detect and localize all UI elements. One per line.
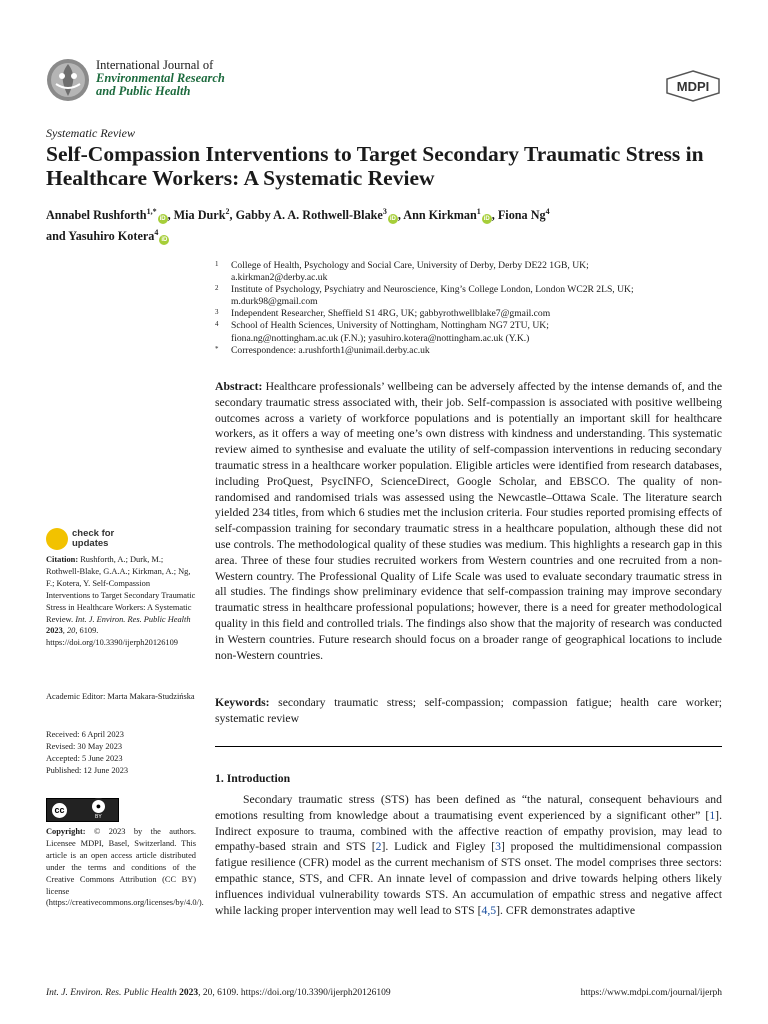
citation-link[interactable]: 1: [709, 808, 716, 822]
correspondence-email[interactable]: Correspondence: a.rushforth1@unimail.derby.ac.uk: [231, 344, 430, 356]
affiliation-text: College of Health, Psychology and Social Care, University of Derby, Derby DE22 1GB, UK;: [231, 260, 589, 271]
orcid-icon[interactable]: iD: [161, 237, 168, 244]
citation-volume: 20: [66, 626, 76, 636]
affiliation-number: 2: [215, 284, 219, 293]
keywords-text: secondary traumatic stress; self-compassion; compassion fatigue; health care worker; systematic review: [215, 696, 722, 725]
affiliation-email[interactable]: fiona.ng@nottingham.ac.uk (F.N.); yasuhiro.kotera@nottingham.ac.uk (Y.K.): [231, 332, 530, 344]
copyright-block: [46, 826, 204, 909]
author-name[interactable]: Yasuhiro Kotera: [68, 229, 155, 244]
abstract: [215, 379, 722, 663]
affiliation-text: Institute of Psychology, Psychiatry and Neuroscience, King’s College London, London WC2R 2LS, UK;: [231, 284, 634, 296]
affiliation-number: 4: [215, 320, 219, 329]
citation-doi[interactable]: 6109. https://doi.org/10.3390/ijerph20126109: [46, 626, 178, 648]
section-heading-introduction: 1. Introduction: [215, 772, 291, 785]
cc-circle-icon: cc: [50, 801, 69, 820]
affiliation-text: School of Health Sciences, University of Nottingham, Nottingham NG7 2TU, UK;: [231, 320, 549, 332]
intro-text: ]. Ludick and Figley [: [381, 840, 496, 854]
citation-link[interactable]: 3: [495, 840, 501, 854]
affiliation-item: [215, 308, 725, 320]
citation-text: Rushforth, A.; Durk, M.; Rothwell-Blake, G.A.A.; Kirkman, A.; Ng, F.; Kotera, Y. Self-Compassion Interventions to Target Secondary Traumatic Stress in Healthcare Workers: A Systematic Review.: [46, 555, 196, 624]
author-affiliation-sup: 1: [476, 207, 481, 216]
citation-label: Citation:: [46, 555, 79, 564]
by-person-icon: ●: [90, 798, 107, 815]
academic-editor: [46, 691, 196, 703]
date-published: Published: 12 June 2023: [46, 765, 129, 775]
intro-text: Secondary traumatic stress (STS) has been defined as “the natural, consequent behaviours and emotions resulting from knowledge about a traumatising event experienced by a significant other” [: [215, 793, 722, 822]
abstract-text: Healthcare professionals’ wellbeing can be adversely affected by the intense demands of, and the secondary traumatic stress associated with, their job. Self-compassion is associated with positive wellbeing outcomes across a variety of workforce populations and is potentially an important skill for healthcare workers, as it offers a way of meeting one’s own distress with kindness and understanding. This systematic review aimed to synthesise and evaluate the utility of self-compassion interventions in reducing secondary traumatic stress in a healthcare worker population. Eligible articles were identified from research databases, including ProQuest, PsycINFO, ScienceDirect, Google Scholar, and EBSCO. The quality of non-randomised and randomised trials was assessed using the Newcastle–Ottawa Scale. The literature search yielded 234 titles, from which 6 studies met the inclusion criteria. Four studies reported promising effects of self-compassion training for secondary traumatic stress in a healthcare population, although these did not use controls. The methodological quality of these studies was medium. This highlights a research gap in this area. Three of these four studies recruited workers from Western countries and one recruited from a non-Western country. The Professional Quality of Life Scale was used to evaluate secondary traumatic stress in all studies. The findings show preliminary evidence that self-compassion training may improve secondary traumatic stress in healthcare professional populations; however, there is a need for greater methodological quality in this field and controlled trials. The findings also show that the majority of research was conducted in Western countries. Future research should focus on a broader range of geographical locations to include non-Western countries.: [215, 380, 723, 662]
affiliation-number: *: [215, 344, 219, 353]
author-name[interactable]: Annabel Rushforth: [46, 208, 147, 223]
affiliation-number: 3: [215, 308, 219, 317]
footer-journal-url[interactable]: https://www.mdpi.com/journal/ijerph: [580, 988, 722, 998]
author-list: Annabel Rushforth$^{1,*}$iD , Mia Durk$^2$, Gabby A. A. Rothwell-Blake$^3$iD , Ann Kirkman$^1$iD , Fiona Ng$^4$ and Yasuhiro Kotera$^4$iD: [46, 207, 550, 244]
footer-doi[interactable]: , 20, 6109. https://doi.org/10.3390/ijerph20126109: [198, 988, 391, 998]
journal-logo-icon: [46, 58, 90, 102]
date-revised: Revised: 30 May 2023: [46, 741, 123, 751]
abstract-label: Abstract:: [215, 380, 263, 393]
orcid-icon[interactable]: iD: [389, 216, 396, 223]
author-name[interactable]: Mia Durk: [173, 208, 226, 223]
affiliation-item: [215, 284, 725, 308]
copyright-label: Copyright:: [46, 827, 86, 836]
date-received: Received: 6 April 2023: [46, 730, 124, 739]
author-affiliation-sup: 2: [225, 207, 230, 216]
citation-block: Citation: Rushforth, A.; Durk, M.; Rothwell-Blake, G.A.A.; Kirkman, A.; Ng, F.; Kotera, Y. Self-Compassion Interventions to Target Secondary Traumatic Stress in Healthcare Workers: A Systematic Review. Int. J. Environ. Res. Public Health 2023, 20, 6109. https://doi.org/10.3390/ijerph20126109: [46, 555, 196, 648]
author-affiliation-sup: 4: [545, 207, 550, 216]
section-divider: [215, 746, 722, 747]
author-name[interactable]: Ann Kirkman: [403, 208, 477, 223]
author-affiliation-sup: 4: [154, 228, 159, 238]
article-type: Systematic Review: [46, 126, 135, 140]
academic-editor-label: Academic Editor:: [46, 692, 106, 701]
citation-link[interactable]: 4,5: [481, 903, 497, 917]
affiliation-email[interactable]: m.durk98@gmail.com: [231, 296, 318, 308]
author-name[interactable]: Gabby A. A. Rothwell-Blake: [235, 208, 383, 223]
journal-name-line2: Environmental Research: [96, 71, 225, 85]
journal-name: [96, 59, 225, 98]
citation-year: 2023: [46, 626, 63, 636]
citation-journal: Int. J. Environ. Res. Public Health: [75, 614, 191, 624]
footer-journal: Int. J. Environ. Res. Public Health: [46, 988, 177, 998]
mdpi-logo-icon: [664, 70, 722, 102]
footer-year: 2023: [179, 988, 199, 998]
affiliation-text: Independent Researcher, Sheffield S1 4RG, UK; gabbyrothwellblake7@gmail.com: [231, 308, 551, 320]
copyright-text: © 2023 by the authors. Licensee MDPI, Basel, Switzerland. This article is an open access article distributed under the terms and conditions of the Creative Commons Attribution (CC BY) license (https://creativecommons.org/licenses/by/4.0/).: [46, 827, 204, 908]
mdpi-logo-text: MDPI: [676, 79, 710, 94]
affiliation-list: [215, 260, 725, 357]
date-accepted: Accepted: 5 June 2023: [46, 753, 123, 763]
academic-editor-name: Marta Makara-Studzińska: [107, 692, 195, 701]
creative-commons-icon[interactable]: [46, 798, 119, 822]
author-name[interactable]: Fiona Ng: [497, 208, 546, 223]
intro-text: ]. CFR demonstrates adaptive: [496, 903, 636, 917]
intro-text: ]. Indirect exposure to trauma, combined with the affective reaction of empathy provision, may lead to empathy-based strain and STS [: [215, 808, 722, 854]
affiliation-item: [215, 260, 725, 284]
article-title: Self-Compassion Interventions to Target Secondary Traumatic Stress in Healthcare Workers: A Systematic Review: [46, 142, 704, 190]
affiliation-email[interactable]: a.kirkman2@derby.ac.uk: [231, 272, 328, 284]
orcid-icon[interactable]: iD: [159, 216, 166, 223]
footer-citation: [46, 988, 391, 998]
keywords: [215, 695, 722, 727]
correspondence: [215, 345, 725, 357]
check-for-updates-line2: updates: [72, 538, 109, 549]
journal-name-line3: and Public Health: [96, 84, 191, 98]
journal-name-line1: International Journal of: [96, 58, 214, 72]
citation-link[interactable]: 2: [375, 840, 382, 854]
check-for-updates-button[interactable]: [46, 528, 166, 552]
cc-by-label: BY: [95, 814, 102, 820]
author-affiliation-sup: 1,*: [146, 207, 157, 216]
orcid-icon[interactable]: iD: [483, 216, 490, 223]
keywords-label: Keywords:: [215, 696, 270, 709]
affiliation-item: [215, 320, 725, 344]
publication-dates: [46, 729, 196, 777]
intro-text: ] proposed the multidimensional compassion fatigue resilience (CFR) model as the current mechanism of STS onset. The model comprises three sectors: empathic stance, STS, and CFR. An innate level of compassion and drive towards helping others likely influences individual vulnerability towards STS. An accumulation of empathic stress and negative affect while lacking proper intervention may well lead to STS [: [215, 840, 722, 917]
author-affiliation-sup: 3: [382, 207, 387, 216]
introduction-paragraph: [215, 792, 722, 918]
affiliation-number: 1: [215, 260, 219, 268]
check-for-updates-line1: check for: [72, 528, 115, 539]
check-for-updates-icon: [46, 528, 68, 550]
